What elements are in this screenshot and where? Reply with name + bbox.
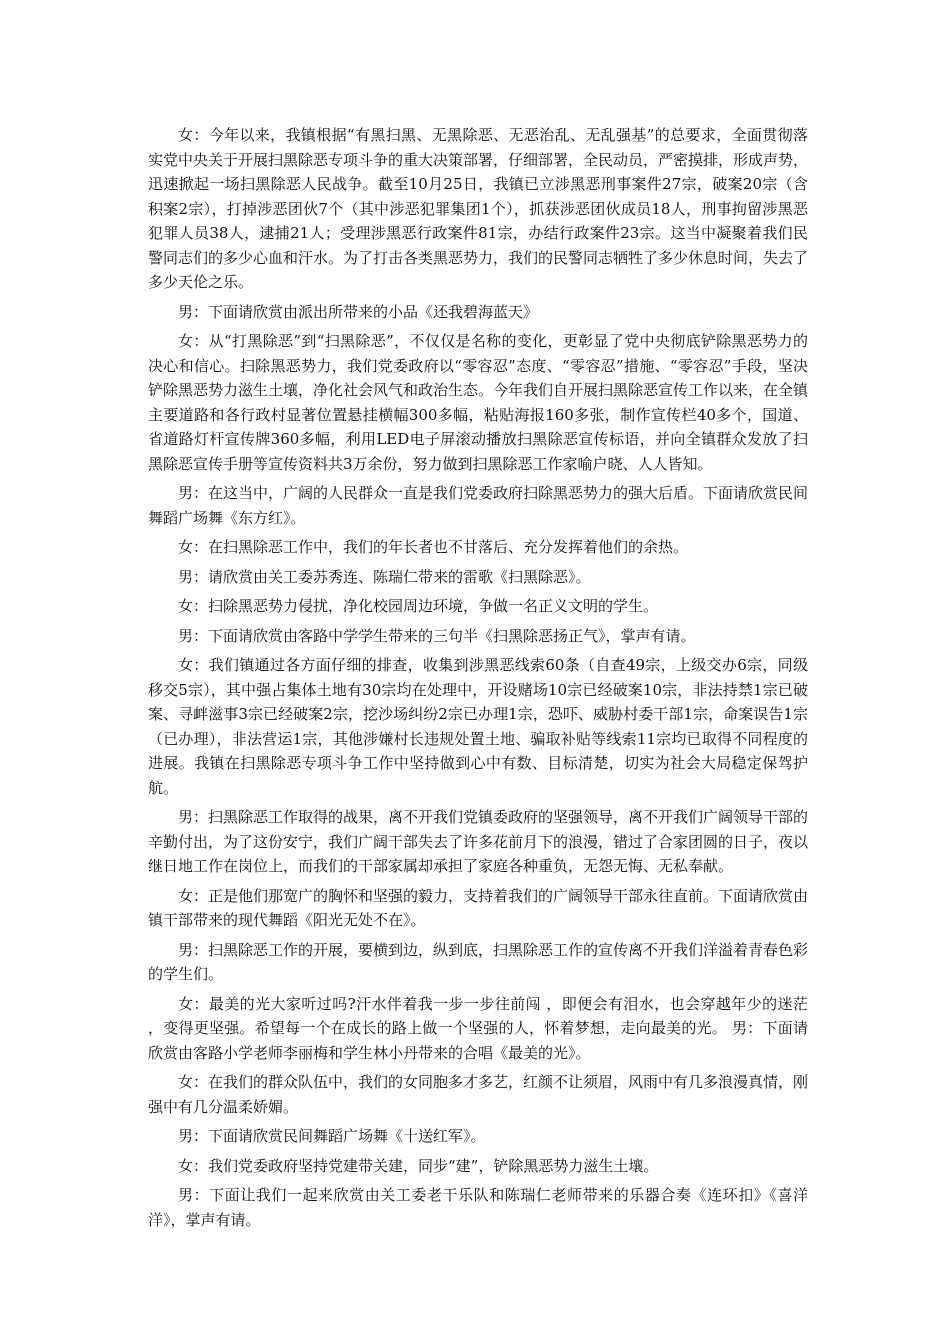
document-body: [148, 123, 808, 1237]
paragraph-10: 男：扫黑除恶工作取得的战果，离不开我们党镇委政府的坚强领导，离不开我们广阔领导干部的辛勤付出，为了这份安宁，我们广阔干部失去了许多花前月下的浪漫，错过了合家团圆的日子，夜以继日地工作在岗位上，而我们的干部家属却承担了家庭各种重负，无怨无悔、无私奉献。: [148, 808, 809, 875]
paragraph-16: 女：我们党委政府坚持党建带关建，同步“建”，铲除黑恶势力滋生土壤。: [178, 1156, 659, 1175]
paragraph-13: 女：最美的光大家听过吗?汗水伴着我一步一步往前闯 ，即便会有泪水，也会穿越年少的迷茫 ，变得更坚强。希望每一个在成长的路上做一个坚强的人，怀着梦想，走向最美的光。 男：下面请欣赏由客路小学老师李丽梅和学生林小丹带来的合唱《最美的光》。: [148, 994, 808, 1062]
paragraph-5: 女：在扫黑除恶工作中，我们的年长者也不甘落后、充分发挥着他们的余热。: [178, 538, 689, 556]
paragraph-1: 女：今年以来，我镇根据“有黑扫黑、无黑除恶、无恶治乱、无乱强基”的总要求，全面贯彻落实党中央关于开展扫黑除恶专项斗争的重大决策部署，仔细部署，全民动员，严密摸排，形成声势，迅速掀起一场扫黑除恶人民战争。截至10月25日，我镇已立涉黑恶刑事案件27宗，破案20宗（含积案2宗），打掉涉恶团伙7个（其中涉恶犯罪集团1个），抓获涉恶团伙成员18人，刑事拘留涉黑恶犯罪人员38人，逮捕21人；受理涉黑恶行政案件81宗，办结行政案件23宗。这当中凝聚着我们民警同志们的多少心血和汗水。为了打击各类黑恶势力，我们的民警同志牺牲了多少休息时间，失去了多少天伦之乐。: [148, 126, 809, 291]
paragraph-17: 男：下面让我们一起来欣赏由关工委老干乐队和陈瑞仁老师带来的乐器合奏《连环扣》《喜洋洋》，掌声有请。: [148, 1186, 808, 1229]
paragraph-4: 男：在这当中，广阔的人民群众一直是我们党委政府扫除黑恶势力的强大后盾。下面请欣赏民间舞蹈广场舞《东方红》。: [148, 484, 809, 527]
paragraph-6: 男：请欣赏由关工委苏秀连、陈瑞仁带来的雷歌《扫黑除恶》。: [178, 567, 591, 586]
paragraph-12: 男：扫黑除恶工作的开展，要横到边，纵到底，扫黑除恶工作的宣传离不开我们洋溢着青春色彩的学生们。: [148, 940, 809, 983]
paragraph-14: 女：在我们的群众队伍中，我们的女同胞多才多艺，红颜不让须眉，风雨中有几多浪漫真情，刚强中有几分温柔娇媚。: [148, 1073, 809, 1116]
paragraph-11: 女：正是他们那宽广的胸怀和坚强的毅力，支持着我们的广阔领导干部永往直前。下面请欣赏由镇干部带来的现代舞蹈《阳光无处不在》。: [148, 886, 809, 929]
paragraph-7: 女：扫除黑恶势力侵扰，净化校园周边环境，争做一名正义文明的学生。: [178, 597, 659, 615]
paragraph-3: 女：从“打黑除恶”到“扫黑除恶”，不仅仅是名称的变化，更彰显了党中央彻底铲除黑恶势力的决心和信心。扫除黑恶势力，我们党委政府以“零容忍”态度、“零容忍”措施、“零容忍”手段，坚决铲除黑恶势力滋生土壤，净化社会风气和政治生态。今年我们自开展扫黑除恶宣传工作以来，在全镇主要道路和各行政村显著位置悬挂横幅300多幅，粘贴海报160多张，制作宣传栏40多个，国道、省道路灯杆宣传牌360多幅，利用LED电子屏滚动播放扫黑除恶宣传标语，并向全镇群众发放了扫黑除恶宣传手册等宣传资料共3万余份，努力做到扫黑除恶工作家喻户晓、人人皆知。: [148, 332, 809, 473]
paragraph-9: 女：我们镇通过各方面仔细的排查，收集到涉黑恶线索60条（自查49宗，上级交办6宗，同级移交5宗），其中强占集体土地有30宗均在处理中，开设赌场10宗已经破案10宗，非法持禁1宗已破案、寻衅滋事3宗已经破案2宗，挖沙场纠纷2宗已办理1宗，恐吓、威胁村委干部1宗，命案误告1宗（已办理），非法营运1宗，其他涉嫌村长违规处置土地、骗取补贴等线索11宗均已取得不同程度的进展。我镇在扫黑除恶专项斗争工作中坚持做到心中有数、目标清楚，切实为社会大局稳定保驾护航。: [148, 656, 808, 797]
paragraph-15: 男：下面请欣赏民间舞蹈广场舞《十送红军》。: [178, 1127, 486, 1145]
paragraph-2: 男：下面请欣赏由派出所带来的小品《还我碧海蓝天》: [178, 302, 539, 321]
paragraph-8: 男：下面请欣赏由客路中学学生带来的三句半《扫黑除恶扬正气》，掌声有请。: [178, 626, 696, 645]
